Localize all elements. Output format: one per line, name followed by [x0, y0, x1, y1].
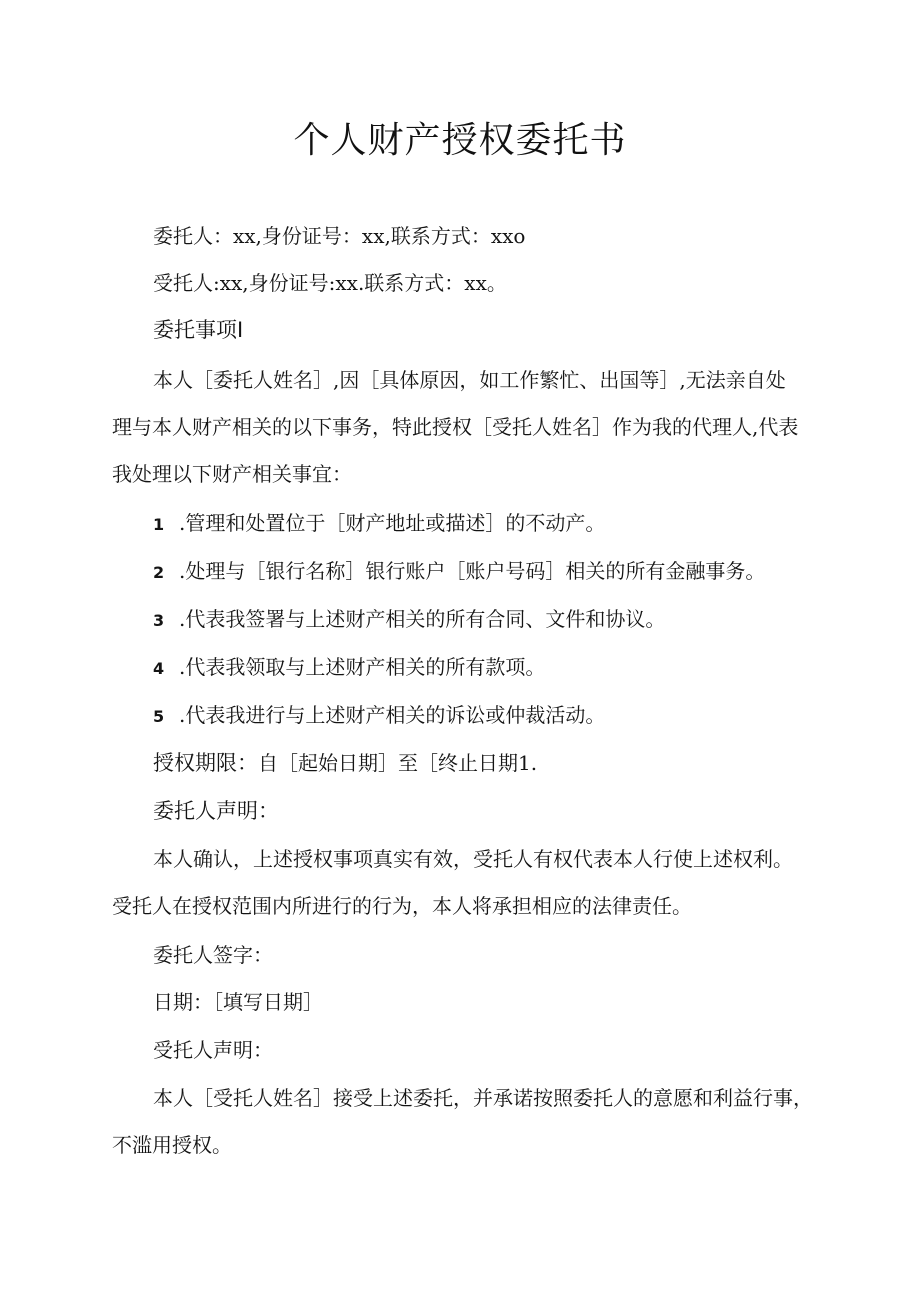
principal-info-line: 委托人：xx,身份证号：xx,联系方式：xxo	[153, 224, 526, 248]
list-item	[153, 701, 605, 731]
list-item-number: 1	[153, 515, 165, 534]
list-item-text: .代表我领取与上述财产相关的所有款项。	[179, 655, 546, 679]
list-item-number: 3	[153, 611, 165, 630]
list-item-text: .代表我签署与上述财产相关的所有合同、文件和协议。	[179, 607, 666, 631]
document-title: 个人财产授权委托书	[293, 120, 627, 161]
agent-statement-line-2: 不滥用授权。	[112, 1133, 232, 1157]
agent-statement-line-1: 本人［受托人姓名］接受上述委托，并承诺按照委托人的意愿和利益行事，	[153, 1086, 813, 1110]
list-item-text: .管理和处置位于［财产地址或描述］的不动产。	[179, 511, 606, 535]
list-item-number: 5	[153, 707, 165, 726]
intro-line-3: 我处理以下财产相关事宜：	[112, 462, 352, 486]
list-item-number: 2	[153, 563, 165, 582]
matters-heading: 委托事项I	[153, 318, 244, 342]
period-value: 自［起始日期］至［终止日期1.	[258, 751, 538, 775]
list-item-number: 4	[153, 659, 165, 678]
principal-statement-heading: 委托人声明：	[153, 799, 279, 823]
list-item-text: .处理与［银行名称］银行账户［账户号码］相关的所有金融事务。	[179, 559, 766, 583]
list-item	[153, 605, 665, 635]
principal-statement-line-2: 受托人在授权范围内所进行的行为，本人将承担相应的法律责任。	[112, 894, 692, 918]
agent-info-line: 受托人:xx,身份证号:xx.联系方式：xx。	[153, 271, 507, 295]
principal-statement-line-1: 本人确认，上述授权事项真实有效，受托人有权代表本人行使上述权利。	[153, 847, 793, 871]
list-item-text: .代表我进行与上述财产相关的诉讼或仲裁活动。	[179, 703, 606, 727]
authorization-period	[153, 749, 537, 777]
period-label: 授权期限：	[153, 751, 258, 775]
list-item	[153, 509, 605, 539]
list-item	[153, 557, 765, 587]
list-item	[153, 653, 545, 683]
agent-statement-heading: 受托人声明：	[153, 1038, 273, 1062]
intro-line-2: 理与本人财产相关的以下事务，特此授权［受托人姓名］作为我的代理人,代表	[112, 415, 799, 439]
principal-signature-label: 委托人签字：	[153, 943, 273, 967]
date-line: 日期：［填写日期］	[153, 990, 323, 1014]
intro-line-1: 本人［委托人姓名］,因［具体原因，如工作繁忙、出国等］,无法亲自处	[153, 368, 786, 392]
